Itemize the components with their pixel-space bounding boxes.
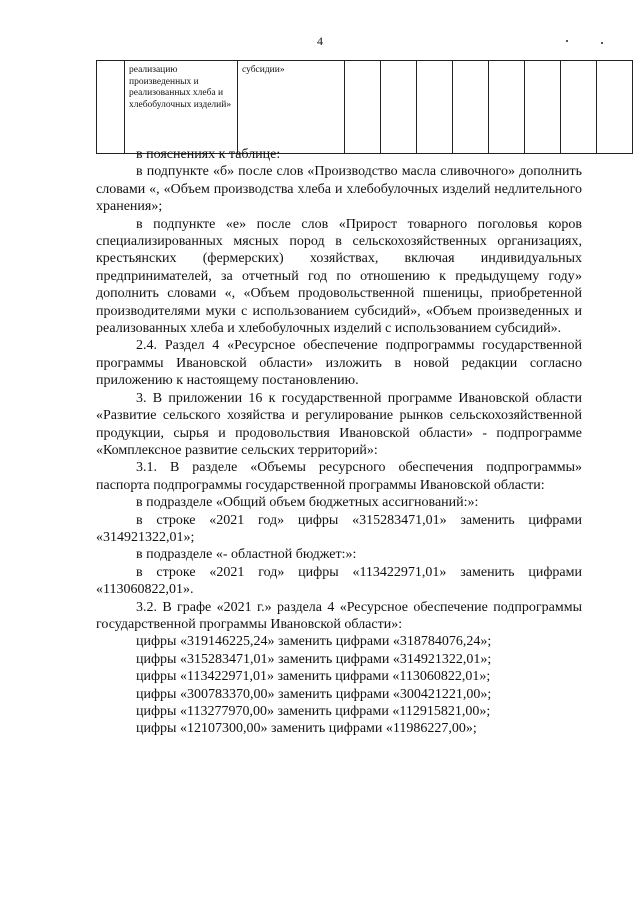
table-row-label: реализацию произведенных и реализованных хлеба и хлебобулочных изделий» — [125, 61, 238, 154]
paragraph: в строке «2021 год» цифры «113422971,01» заменить цифрами «113060822,01». — [96, 564, 582, 598]
page-number: 4 — [317, 34, 323, 48]
paragraph: в подразделе «- областной бюджет:»: — [136, 547, 357, 563]
paragraph: 3.1. В разделе «Объемы ресурсного обеспечения подпрограммы» паспорта подпрограммы государственной программы Ивановской области: — [96, 460, 582, 493]
paragraph: в подпункте «е» после слов «Прирост товарного поголовья коров специализированных мясных пород в сельскохозяйственных организациях, крестьянских (фермерских) хозяйствах, включая индивидуальных предпринимателей, за отчетный год по отношению к предыдущему году» дополнить словами «, «Объем продовольственной пшеницы, приобретенной производителями муки с использованием субсидий», «Объем произведенных и реализованных хлеба и хлебобулочных изделий с использованием субсидий». — [96, 216, 582, 337]
table-cell — [453, 61, 489, 154]
table-cell — [97, 61, 125, 154]
paragraph: в пояснениях к таблице: — [136, 147, 281, 162]
replacement-line: цифры «12107300,00» заменить цифрами «11986227,00»; — [136, 721, 477, 737]
replacement-line: цифры «319146225,24» заменить цифрами «318784076,24»; — [136, 634, 492, 650]
paragraph: в строке «2021 год» цифры «315283471,01» заменить цифрами «314921322,01»; — [96, 512, 582, 545]
paragraph: в подпункте «б» после слов «Производство масла сливочного» дополнить словами «, «Объем производства хлеба и хлебобулочных изделий недлительного хранения»; — [96, 164, 582, 215]
scan-speck — [566, 40, 568, 42]
scan-speck — [601, 42, 603, 44]
paragraph: 2.4. Раздел 4 «Ресурсное обеспечение подпрограммы государственной программы Ивановской области» изложить в новой редакции согласно приложению к настоящему постановлению. — [96, 338, 582, 389]
document-body — [96, 146, 582, 738]
table-fragment — [96, 60, 633, 154]
table-cell — [381, 61, 417, 154]
replacement-line: цифры «113422971,01» заменить цифрами «113060822,01»; — [136, 669, 491, 685]
replacement-line: цифры «300783370,00» заменить цифрами «300421221,00»; — [136, 686, 492, 702]
table-cell — [561, 61, 597, 154]
table-row — [97, 61, 633, 154]
replacement-line: цифры «315283471,01» заменить цифрами «314921322,01»; — [136, 651, 492, 667]
table-cell — [345, 61, 381, 154]
table-cell — [417, 61, 453, 154]
paragraph: 3.2. В графе «2021 г.» раздела 4 «Ресурсное обеспечение подпрограммы государственной программы Ивановской области»: — [96, 599, 582, 632]
paragraph: 3. В приложении 16 к государственной программе Ивановской области «Развитие сельского хозяйства и регулирование рынков сельскохозяйственной продукции, сырья и продовольствия Ивановской области» - подпрограмме «Комплексное развитие сельских территорий»: — [96, 390, 582, 458]
table-cell — [597, 61, 633, 154]
paragraph: в подразделе «Общий объем бюджетных ассигнований:»: — [136, 495, 479, 511]
replacement-line: цифры «113277970,00» заменить цифрами «112915821,00»; — [136, 704, 491, 719]
table-cell — [525, 61, 561, 154]
table-unit: субсидии» — [238, 61, 345, 154]
table-cell — [489, 61, 525, 154]
